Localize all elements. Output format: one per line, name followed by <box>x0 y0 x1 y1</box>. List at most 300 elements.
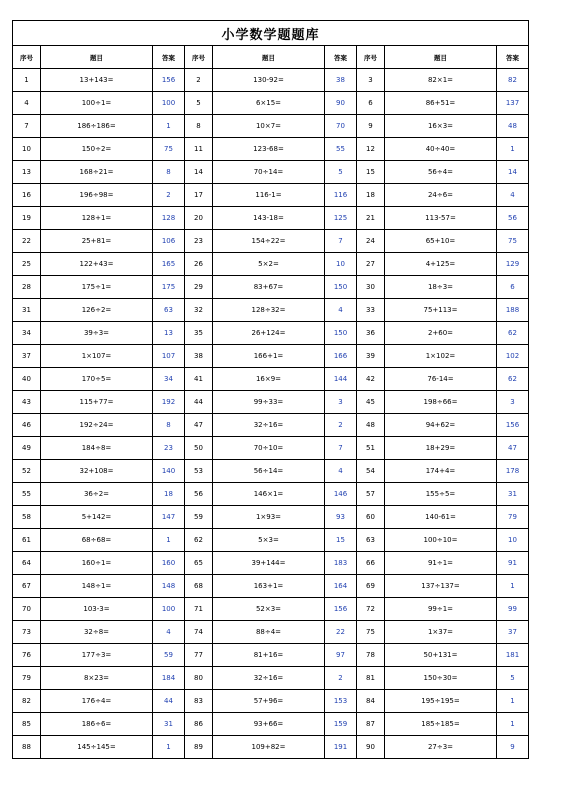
question-number: 60 <box>357 506 385 529</box>
question-number: 68 <box>185 575 213 598</box>
question-number: 46 <box>13 414 41 437</box>
question-number: 33 <box>357 299 385 322</box>
question-number: 55 <box>13 483 41 506</box>
question-number: 26 <box>185 253 213 276</box>
answer-value: 31 <box>497 483 529 506</box>
question-text: 168÷21= <box>41 161 153 184</box>
question-number: 66 <box>357 552 385 575</box>
question-number: 69 <box>357 575 385 598</box>
answer-value: 156 <box>497 414 529 437</box>
question-text: 148÷1= <box>41 575 153 598</box>
table-row <box>13 736 529 759</box>
answer-value: 75 <box>153 138 185 161</box>
question-text: 4+125= <box>385 253 497 276</box>
question-text: 32÷8= <box>41 621 153 644</box>
table-row <box>13 575 529 598</box>
question-text: 6×15= <box>213 92 325 115</box>
question-text: 5×2= <box>213 253 325 276</box>
question-text: 103-3= <box>41 598 153 621</box>
question-text: 83+67= <box>213 276 325 299</box>
question-text: 166+1= <box>213 345 325 368</box>
question-text: 143-18= <box>213 207 325 230</box>
question-number: 52 <box>13 460 41 483</box>
answer-value: 165 <box>153 253 185 276</box>
question-text: 91÷1= <box>385 552 497 575</box>
answer-value: 3 <box>325 391 357 414</box>
question-number: 87 <box>357 713 385 736</box>
answer-value: 93 <box>325 506 357 529</box>
table-row <box>13 276 529 299</box>
answer-value: 1 <box>497 138 529 161</box>
answer-value: 55 <box>325 138 357 161</box>
table-row <box>13 667 529 690</box>
question-number: 70 <box>13 598 41 621</box>
question-text: 185÷185= <box>385 713 497 736</box>
question-number: 14 <box>185 161 213 184</box>
question-number: 73 <box>13 621 41 644</box>
question-number: 32 <box>185 299 213 322</box>
question-text: 86+51= <box>385 92 497 115</box>
question-number: 35 <box>185 322 213 345</box>
answer-value: 184 <box>153 667 185 690</box>
table-row <box>13 345 529 368</box>
question-number: 20 <box>185 207 213 230</box>
table-row <box>13 598 529 621</box>
answer-value: 160 <box>153 552 185 575</box>
question-number: 8 <box>185 115 213 138</box>
table-row <box>13 322 529 345</box>
answer-value: 1 <box>153 115 185 138</box>
question-rows <box>13 69 529 759</box>
question-number: 48 <box>357 414 385 437</box>
header-seq: 序号 <box>357 46 385 69</box>
question-number: 24 <box>357 230 385 253</box>
answer-value: 116 <box>325 184 357 207</box>
answer-value: 156 <box>153 69 185 92</box>
question-text: 50+131= <box>385 644 497 667</box>
question-number: 85 <box>13 713 41 736</box>
answer-value: 15 <box>325 529 357 552</box>
question-number: 58 <box>13 506 41 529</box>
table-row <box>13 299 529 322</box>
question-number: 54 <box>357 460 385 483</box>
question-number: 12 <box>357 138 385 161</box>
question-text: 24÷6= <box>385 184 497 207</box>
header-seq: 序号 <box>185 46 213 69</box>
table-row <box>13 253 529 276</box>
table-row <box>13 115 529 138</box>
question-text: 128÷32= <box>213 299 325 322</box>
question-number: 34 <box>13 322 41 345</box>
answer-value: 125 <box>325 207 357 230</box>
table-row <box>13 161 529 184</box>
question-text: 13+143= <box>41 69 153 92</box>
answer-value: 10 <box>497 529 529 552</box>
question-number: 71 <box>185 598 213 621</box>
answer-value: 2 <box>325 414 357 437</box>
question-text: 186÷6= <box>41 713 153 736</box>
question-number: 37 <box>13 345 41 368</box>
question-number: 86 <box>185 713 213 736</box>
answer-value: 164 <box>325 575 357 598</box>
question-number: 30 <box>357 276 385 299</box>
question-text: 2+60= <box>385 322 497 345</box>
table-row <box>13 644 529 667</box>
answer-value: 140 <box>153 460 185 483</box>
answer-value: 8 <box>153 161 185 184</box>
answer-value: 13 <box>153 322 185 345</box>
table-row <box>13 230 529 253</box>
answer-value: 106 <box>153 230 185 253</box>
question-text: 146×1= <box>213 483 325 506</box>
question-text: 1×93= <box>213 506 325 529</box>
question-number: 9 <box>357 115 385 138</box>
question-number: 84 <box>357 690 385 713</box>
question-number: 11 <box>185 138 213 161</box>
header-answer: 答案 <box>325 46 357 69</box>
question-number: 21 <box>357 207 385 230</box>
question-text: 75+113= <box>385 299 497 322</box>
question-number: 29 <box>185 276 213 299</box>
answer-value: 14 <box>497 161 529 184</box>
question-text: 155÷5= <box>385 483 497 506</box>
question-number: 40 <box>13 368 41 391</box>
question-number: 57 <box>357 483 385 506</box>
header-answer: 答案 <box>153 46 185 69</box>
question-text: 140-61= <box>385 506 497 529</box>
question-text: 76-14= <box>385 368 497 391</box>
table-row <box>13 391 529 414</box>
header-question: 题目 <box>385 46 497 69</box>
question-number: 56 <box>185 483 213 506</box>
question-text: 32+108= <box>41 460 153 483</box>
question-text: 57+96= <box>213 690 325 713</box>
answer-value: 148 <box>153 575 185 598</box>
question-text: 93+66= <box>213 713 325 736</box>
answer-value: 107 <box>153 345 185 368</box>
question-number: 64 <box>13 552 41 575</box>
question-text: 137÷137= <box>385 575 497 598</box>
question-text: 1×37= <box>385 621 497 644</box>
answer-value: 159 <box>325 713 357 736</box>
answer-value: 2 <box>153 184 185 207</box>
question-text: 18+29= <box>385 437 497 460</box>
question-number: 28 <box>13 276 41 299</box>
question-text: 27÷3= <box>385 736 497 759</box>
question-text: 26+124= <box>213 322 325 345</box>
question-number: 74 <box>185 621 213 644</box>
table-row <box>13 621 529 644</box>
question-number: 88 <box>13 736 41 759</box>
question-number: 72 <box>357 598 385 621</box>
question-text: 56÷14= <box>213 460 325 483</box>
question-text: 36÷2= <box>41 483 153 506</box>
answer-value: 7 <box>325 437 357 460</box>
question-number: 75 <box>357 621 385 644</box>
question-number: 77 <box>185 644 213 667</box>
answer-value: 1 <box>497 690 529 713</box>
answer-value: 1 <box>153 736 185 759</box>
answer-value: 100 <box>153 92 185 115</box>
answer-value: 18 <box>153 483 185 506</box>
answer-value: 4 <box>325 299 357 322</box>
question-number: 18 <box>357 184 385 207</box>
question-text: 175÷1= <box>41 276 153 299</box>
worksheet <box>12 20 527 759</box>
answer-value: 99 <box>497 598 529 621</box>
question-text: 70÷14= <box>213 161 325 184</box>
question-number: 17 <box>185 184 213 207</box>
answer-value: 97 <box>325 644 357 667</box>
question-text: 94+62= <box>385 414 497 437</box>
answer-value: 44 <box>153 690 185 713</box>
question-number: 90 <box>357 736 385 759</box>
answer-value: 102 <box>497 345 529 368</box>
answer-value: 175 <box>153 276 185 299</box>
table-row <box>13 368 529 391</box>
question-text: 16×9= <box>213 368 325 391</box>
question-text: 99÷33= <box>213 391 325 414</box>
answer-value: 70 <box>325 115 357 138</box>
question-text: 81+16= <box>213 644 325 667</box>
question-text: 116-1= <box>213 184 325 207</box>
question-text: 198÷66= <box>385 391 497 414</box>
answer-value: 4 <box>325 460 357 483</box>
question-number: 25 <box>13 253 41 276</box>
question-number: 44 <box>185 391 213 414</box>
question-text: 122+43= <box>41 253 153 276</box>
answer-value: 178 <box>497 460 529 483</box>
table-row <box>13 138 529 161</box>
question-number: 36 <box>357 322 385 345</box>
question-text: 52×3= <box>213 598 325 621</box>
table-row <box>13 529 529 552</box>
table-row <box>13 92 529 115</box>
answer-value: 9 <box>497 736 529 759</box>
question-text: 170÷5= <box>41 368 153 391</box>
question-text: 8×23= <box>41 667 153 690</box>
answer-value: 181 <box>497 644 529 667</box>
question-number: 5 <box>185 92 213 115</box>
question-text: 150÷2= <box>41 138 153 161</box>
question-number: 50 <box>185 437 213 460</box>
question-number: 80 <box>185 667 213 690</box>
question-text: 100÷10= <box>385 529 497 552</box>
question-text: 16×3= <box>385 115 497 138</box>
question-text: 39÷3= <box>41 322 153 345</box>
question-text: 10×7= <box>213 115 325 138</box>
question-number: 42 <box>357 368 385 391</box>
answer-value: 63 <box>153 299 185 322</box>
answer-value: 100 <box>153 598 185 621</box>
answer-value: 62 <box>497 322 529 345</box>
question-text: 195÷195= <box>385 690 497 713</box>
answer-value: 59 <box>153 644 185 667</box>
answer-value: 144 <box>325 368 357 391</box>
question-text: 160÷1= <box>41 552 153 575</box>
header-row <box>13 46 529 69</box>
question-text: 150÷30= <box>385 667 497 690</box>
answer-value: 1 <box>497 575 529 598</box>
question-number: 61 <box>13 529 41 552</box>
question-number: 13 <box>13 161 41 184</box>
question-number: 1 <box>13 69 41 92</box>
answer-value: 5 <box>325 161 357 184</box>
table-row <box>13 506 529 529</box>
question-text: 56÷4= <box>385 161 497 184</box>
answer-value: 48 <box>497 115 529 138</box>
question-text: 1×102= <box>385 345 497 368</box>
table-row <box>13 414 529 437</box>
question-text: 130-92= <box>213 69 325 92</box>
table-row <box>13 207 529 230</box>
question-text: 184÷8= <box>41 437 153 460</box>
question-text: 163+1= <box>213 575 325 598</box>
question-number: 59 <box>185 506 213 529</box>
answer-value: 153 <box>325 690 357 713</box>
question-number: 45 <box>357 391 385 414</box>
question-number: 31 <box>13 299 41 322</box>
answer-value: 10 <box>325 253 357 276</box>
answer-value: 1 <box>153 529 185 552</box>
answer-value: 79 <box>497 506 529 529</box>
question-number: 43 <box>13 391 41 414</box>
question-text: 115+77= <box>41 391 153 414</box>
answer-value: 191 <box>325 736 357 759</box>
table-row <box>13 69 529 92</box>
answer-value: 2 <box>325 667 357 690</box>
question-text: 5+142= <box>41 506 153 529</box>
table-row <box>13 184 529 207</box>
question-number: 82 <box>13 690 41 713</box>
answer-value: 137 <box>497 92 529 115</box>
question-text: 18÷3= <box>385 276 497 299</box>
answer-value: 62 <box>497 368 529 391</box>
question-text: 88÷4= <box>213 621 325 644</box>
question-number: 47 <box>185 414 213 437</box>
question-number: 83 <box>185 690 213 713</box>
header-question: 题目 <box>41 46 153 69</box>
question-number: 2 <box>185 69 213 92</box>
answer-value: 22 <box>325 621 357 644</box>
question-text: 1×107= <box>41 345 153 368</box>
header-seq: 序号 <box>13 46 41 69</box>
answer-value: 34 <box>153 368 185 391</box>
answer-value: 129 <box>497 253 529 276</box>
answer-value: 4 <box>497 184 529 207</box>
question-number: 6 <box>357 92 385 115</box>
answer-value: 56 <box>497 207 529 230</box>
answer-value: 7 <box>325 230 357 253</box>
question-text: 154÷22= <box>213 230 325 253</box>
question-number: 16 <box>13 184 41 207</box>
question-text: 40÷40= <box>385 138 497 161</box>
answer-value: 146 <box>325 483 357 506</box>
question-number: 15 <box>357 161 385 184</box>
answer-value: 150 <box>325 322 357 345</box>
question-text: 32÷16= <box>213 414 325 437</box>
answer-value: 5 <box>497 667 529 690</box>
question-number: 7 <box>13 115 41 138</box>
table-row <box>13 690 529 713</box>
question-number: 10 <box>13 138 41 161</box>
answer-value: 183 <box>325 552 357 575</box>
question-text: 99÷1= <box>385 598 497 621</box>
question-number: 78 <box>357 644 385 667</box>
question-text: 174+4= <box>385 460 497 483</box>
answer-value: 3 <box>497 391 529 414</box>
answer-value: 38 <box>325 69 357 92</box>
question-number: 67 <box>13 575 41 598</box>
question-text: 128+1= <box>41 207 153 230</box>
answer-value: 23 <box>153 437 185 460</box>
question-number: 39 <box>357 345 385 368</box>
question-number: 76 <box>13 644 41 667</box>
answer-value: 4 <box>153 621 185 644</box>
answer-value: 150 <box>325 276 357 299</box>
question-number: 89 <box>185 736 213 759</box>
question-text: 109+82= <box>213 736 325 759</box>
question-number: 22 <box>13 230 41 253</box>
question-text: 126÷2= <box>41 299 153 322</box>
question-text: 176÷4= <box>41 690 153 713</box>
answer-value: 47 <box>497 437 529 460</box>
question-text: 192÷24= <box>41 414 153 437</box>
question-text: 68÷68= <box>41 529 153 552</box>
question-text: 5×3= <box>213 529 325 552</box>
answer-value: 192 <box>153 391 185 414</box>
answer-value: 37 <box>497 621 529 644</box>
question-number: 53 <box>185 460 213 483</box>
header-answer: 答案 <box>497 46 529 69</box>
question-number: 3 <box>357 69 385 92</box>
table-row <box>13 552 529 575</box>
question-text: 65+10= <box>385 230 497 253</box>
answer-value: 8 <box>153 414 185 437</box>
question-text: 177÷3= <box>41 644 153 667</box>
question-number: 65 <box>185 552 213 575</box>
answer-value: 31 <box>153 713 185 736</box>
question-text: 39+144= <box>213 552 325 575</box>
table-row <box>13 437 529 460</box>
answer-value: 1 <box>497 713 529 736</box>
question-text: 123-68= <box>213 138 325 161</box>
sheet-title: 小学数学题题库 <box>13 21 529 46</box>
question-text: 25+81= <box>41 230 153 253</box>
question-number: 19 <box>13 207 41 230</box>
question-number: 62 <box>185 529 213 552</box>
question-text: 70÷10= <box>213 437 325 460</box>
header-question: 题目 <box>213 46 325 69</box>
question-text: 100÷1= <box>41 92 153 115</box>
question-number: 79 <box>13 667 41 690</box>
question-number: 27 <box>357 253 385 276</box>
table-row <box>13 713 529 736</box>
question-text: 82×1= <box>385 69 497 92</box>
answer-value: 82 <box>497 69 529 92</box>
answer-value: 156 <box>325 598 357 621</box>
question-number: 38 <box>185 345 213 368</box>
answer-value: 90 <box>325 92 357 115</box>
answer-value: 128 <box>153 207 185 230</box>
table-row <box>13 460 529 483</box>
question-text: 186÷186= <box>41 115 153 138</box>
table-row <box>13 483 529 506</box>
question-text: 32÷16= <box>213 667 325 690</box>
question-table <box>12 20 529 759</box>
question-text: 113-57= <box>385 207 497 230</box>
answer-value: 188 <box>497 299 529 322</box>
